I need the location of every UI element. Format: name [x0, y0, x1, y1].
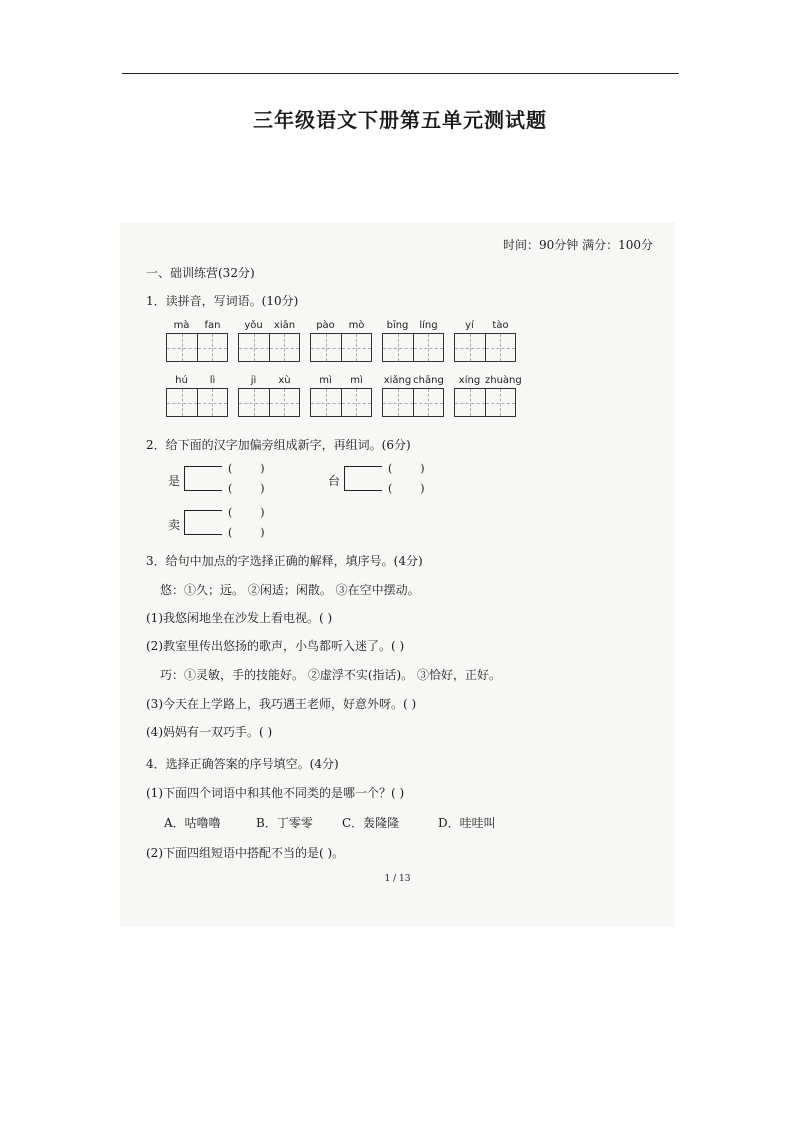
answer-paren[interactable]: ( ) — [228, 482, 265, 495]
exam-meta: 时间：90分钟 满分：100分 — [503, 238, 653, 252]
definition-qiao: 巧：①灵敏，手的技能好。 ②虚浮不实(指话)。 ③恰好，正好。 — [160, 668, 501, 682]
answer-paren[interactable]: ( ) — [388, 482, 425, 495]
base-char: 台 — [328, 474, 341, 488]
question-1-title: 1．读拼音，写词语。(10分) — [146, 294, 299, 308]
base-char: 卖 — [168, 518, 181, 532]
option-d[interactable]: D．哇哇叫 — [438, 816, 496, 830]
scanned-page: 时间：90分钟 满分：100分 一、础训练营(32分) 1．读拼音，写词语。(10分) mà fan yǒu xiān pào mò bīng líng yí tào hú lì jì xù mì mì xiǎng chāng xíng zhuàng 2．给下面的汉字加偏旁组成新字，再组词。(6分) 是 ( ) ( ) 台 ( ) ( ) 卖 ( ) ( ) 3．给句中加点的字选择正确的解释，填序号。(4分) 悠：①久；远。 ②闲适；闲散。 ③在空中摆动。 (1)我悠闲地坐在沙发上看电视。( ) (2)教室里传出悠扬的歌声，小鸟都听入迷了。( ) 巧：①灵敏，手的技能好。 ②虚浮不实(指话)。 ③恰好，正好。 (3)今天在上学路上，我巧遇王老师，好意外呀。( ) (4)妈妈有一双巧手。( ) 4．选择正确答案的序号填空。(4分) (1)下面四个词语中和其他不同类的是哪一个？( ) A．咕噜噜 B．丁零零 C．轰隆隆 D．哇哇叫 (2)下面四组短语中搭配不当的是( )。 1 / 13 — [120, 222, 675, 927]
writing-grid[interactable] — [310, 388, 372, 417]
answer-paren[interactable]: ( ) — [228, 462, 265, 475]
top-rule — [122, 73, 679, 74]
writing-grid[interactable] — [310, 333, 372, 362]
question-2-title: 2．给下面的汉字加偏旁组成新字，再组词。(6分) — [146, 438, 411, 452]
definition-you: 悠：①久；远。 ②闲适；闲散。 ③在空中摆动。 — [160, 583, 420, 597]
page-number: 1 / 13 — [384, 874, 411, 884]
writing-grid[interactable] — [166, 388, 228, 417]
question-4-2: (2)下面四组短语中搭配不当的是( )。 — [146, 846, 345, 860]
writing-grid[interactable] — [454, 388, 516, 417]
writing-grid[interactable] — [382, 333, 444, 362]
answer-paren[interactable]: ( ) — [388, 462, 425, 475]
base-char: 是 — [168, 474, 181, 488]
answer-paren[interactable]: ( ) — [228, 526, 265, 539]
sentence-4: (4)妈妈有一双巧手。( ) — [146, 725, 273, 739]
option-c[interactable]: C．轰隆隆 — [342, 816, 400, 830]
option-a[interactable]: A．咕噜噜 — [164, 816, 221, 830]
sentence-3: (3)今天在上学路上，我巧遇王老师，好意外呀。( ) — [146, 697, 417, 711]
document-title: 三年级语文下册第五单元测试题 — [253, 108, 547, 132]
question-3-title: 3．给句中加点的字选择正确的解释，填序号。(4分) — [146, 554, 423, 568]
question-4-title: 4．选择正确答案的序号填空。(4分) — [146, 757, 339, 771]
section-heading: 一、础训练营(32分) — [146, 266, 255, 280]
writing-grid[interactable] — [238, 333, 300, 362]
writing-grid[interactable] — [382, 388, 444, 417]
option-b[interactable]: B．丁零零 — [256, 816, 313, 830]
answer-paren[interactable]: ( ) — [228, 506, 265, 519]
writing-grid[interactable] — [238, 388, 300, 417]
sentence-1: (1)我悠闲地坐在沙发上看电视。( ) — [146, 611, 333, 625]
writing-grid[interactable] — [454, 333, 516, 362]
sentence-2: (2)教室里传出悠扬的歌声，小鸟都听入迷了。( ) — [146, 639, 405, 653]
writing-grid[interactable] — [166, 333, 228, 362]
question-4-1: (1)下面四个词语中和其他不同类的是哪一个？( ) — [146, 786, 405, 800]
